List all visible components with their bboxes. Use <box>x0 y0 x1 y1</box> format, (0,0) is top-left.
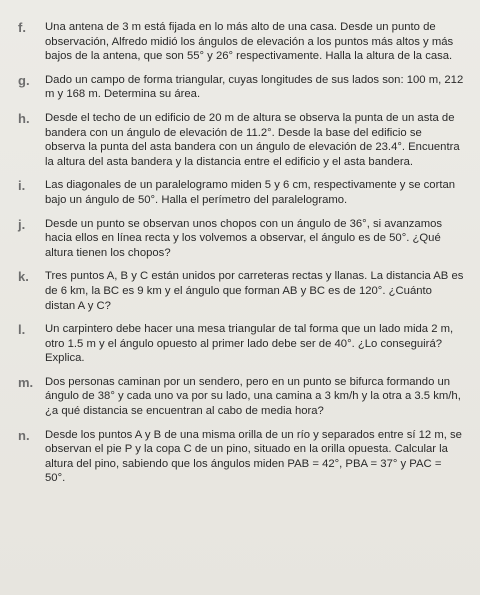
problem-l <box>18 322 464 366</box>
problem-letter: i. <box>18 178 26 194</box>
problem-text: Las diagonales de un paralelogramo miden 5 y 6 cm, respectivamente y se cortan bajo un ángulo de 50°. Halla el perímetro del paralelogramo. <box>45 179 456 206</box>
problem-text: Dos personas caminan por un sendero, pero en un punto se bifurca formando un ángulo de 38° y cada uno va por su lado, una camina a 3 km/h y la otra a 3.5 km/h, ¿a qué distancia se encuentran al cabo de media hora? <box>45 375 461 418</box>
problem-j <box>18 217 464 261</box>
problem-letter: k. <box>18 269 29 285</box>
problem-letter: m. <box>18 374 34 390</box>
problem-h <box>18 111 464 169</box>
problem-text: Desde los puntos A y B de una misma orilla de un río y separados entre sí 12 m, se observan el pie P y la copa C de un pino, situado en la orilla opuesta. Calcular la altura del pino, sabiendo que los ángulos miden PAB = 42°, PBA = 37° y PAC = 50°. <box>45 428 462 485</box>
problem-m <box>18 375 464 419</box>
problem-letter: g. <box>18 72 30 88</box>
problem-text: Una antena de 3 m está fijada en lo más alto de una casa. Desde un punto de observación, Alfredo midió los ángulos de elevación a los puntos más altos y más bajos de la antena, que son 55° y 26° respectivamente. Halla la altura de la casa. <box>45 21 454 63</box>
problem-i <box>18 178 464 207</box>
problem-text: Un carpintero debe hacer una mesa triangular de tal forma que un lado mida 2 m, otro 1.5 m y el ángulo opuesto al primer lado debe ser de 40°. ¿Lo conseguirá? Explica. <box>45 323 454 365</box>
problem-text: Dado un campo de forma triangular, cuyas longitudes de sus lados son: 100 m, 212 m y 168 m. Determina su área. <box>45 73 464 101</box>
problem-f <box>18 20 464 64</box>
problem-n <box>18 428 464 486</box>
problem-text: Desde un punto se observan unos chopos con un ángulo de 36°, si avanzamos hacia ellos en línea recta y los volvemos a observar, el ángulo es de 50°. ¿Qué altura tienen los chopos? <box>45 217 443 259</box>
problem-letter: n. <box>18 427 30 443</box>
problem-letter: h. <box>18 110 30 126</box>
problem-k <box>18 269 464 313</box>
problem-letter: l. <box>18 322 26 338</box>
problem-letter: f. <box>18 20 26 35</box>
problem-letter: j. <box>18 216 26 232</box>
problem-text: Tres puntos A, B y C están unidos por carreteras rectas y llanas. La distancia AB es de 6 km, la BC es 9 km y el ángulo que forman AB y BC es de 120°. ¿Cuánto distan A y C? <box>45 270 464 312</box>
problem-g <box>18 73 464 102</box>
problem-text: Desde el techo de un edificio de 20 m de altura se observa la punta de un asta de bandera con un ángulo de elevación de 11.2°. Desde la base del edificio se observa la punta del asta bandera con un ángulo de elevación de 23.4°. Encuentra la altura del asta bandera y la distancia entre el edificio y el asta bandera. <box>45 111 460 168</box>
